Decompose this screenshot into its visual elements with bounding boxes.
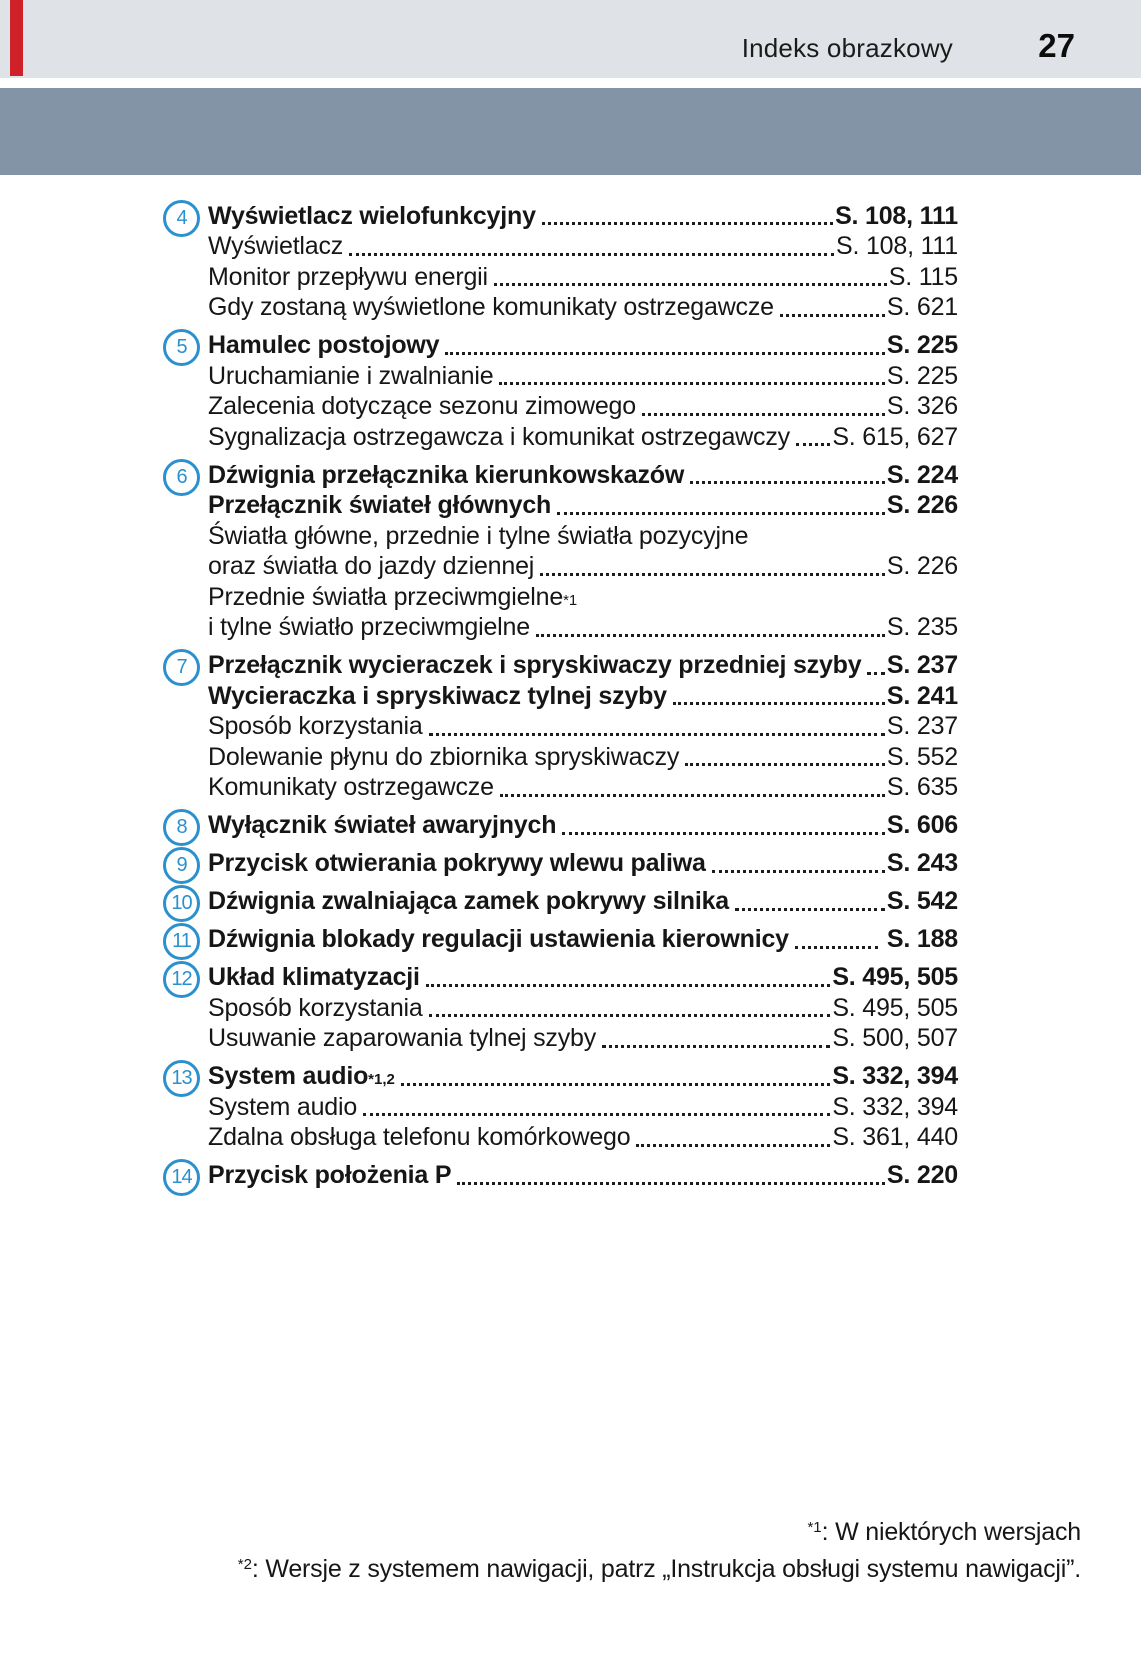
entry-number-badge: 8 xyxy=(163,809,200,846)
index-entry xyxy=(163,1024,958,1055)
index-entry xyxy=(163,963,958,994)
dot-leader xyxy=(795,946,878,949)
entry-label: Przełącznik wycieraczek i spryskiwaczy przedniej szyby xyxy=(208,651,862,679)
entry-number-badge: 11 xyxy=(163,923,200,960)
entry-footnote-marker: *1 xyxy=(563,591,578,609)
dot-leader xyxy=(536,634,885,637)
header-band xyxy=(0,0,1141,78)
index-entry xyxy=(163,1123,958,1154)
entry-label: Przednie światła przeciwmgielne xyxy=(208,582,564,611)
page-reference: S. 635 xyxy=(886,773,958,801)
footnote-2 xyxy=(238,1549,1081,1586)
entry-label: Sposób korzystania xyxy=(208,712,423,740)
dot-leader xyxy=(445,352,885,355)
index-entry xyxy=(163,263,958,294)
dot-leader xyxy=(673,702,885,705)
page-number: 27 xyxy=(1038,27,1075,64)
index-entry xyxy=(163,293,958,324)
page-reference: S. 606 xyxy=(886,811,958,839)
dot-leader xyxy=(542,222,833,225)
dot-leader xyxy=(401,1083,830,1086)
entry-label: Dźwignia blokady regulacji ustawienia kierownicy xyxy=(208,925,789,953)
page-reference: S. 108, 111 xyxy=(836,232,958,260)
page-reference: S. 235 xyxy=(886,613,958,641)
dot-leader xyxy=(690,481,885,484)
page-reference: S. 225 xyxy=(886,361,958,390)
entry-label: Wyświetlacz wielofunkcyjny xyxy=(208,201,536,230)
page-reference: S. 115 xyxy=(888,262,958,291)
dot-leader xyxy=(363,1113,830,1116)
dot-leader xyxy=(499,382,885,385)
entry-label: Komunikaty ostrzegawcze xyxy=(208,773,494,801)
page-reference: S. 332, 394 xyxy=(832,1092,958,1121)
index-entry xyxy=(163,331,958,362)
entry-label: i tylne światło przeciwmgielne xyxy=(208,613,530,641)
dot-leader xyxy=(636,1144,830,1147)
section-color-band xyxy=(0,88,1141,175)
pictorial-index-list xyxy=(163,194,958,1192)
dot-leader xyxy=(780,314,885,317)
page-reference: S. 615, 627 xyxy=(832,422,958,451)
index-entry xyxy=(163,461,958,492)
entry-number-badge: 13 xyxy=(163,1060,200,1097)
index-entry xyxy=(163,552,958,583)
dot-leader xyxy=(426,984,831,987)
index-entry xyxy=(163,773,958,804)
page-reference: S. 188 xyxy=(880,925,958,953)
page-reference: S. 226 xyxy=(886,552,958,580)
footnote-1-text: : W niektórych wersjach xyxy=(821,1518,1081,1546)
entry-number-badge: 12 xyxy=(163,961,200,998)
index-entry xyxy=(163,583,958,614)
entry-label: Monitor przepływu energii xyxy=(208,262,488,291)
footnote-1-marker: *1 xyxy=(807,1519,822,1536)
dot-leader xyxy=(867,672,884,675)
dot-leader xyxy=(540,573,885,576)
page-reference: S. 552 xyxy=(886,742,958,771)
footnote-2-text: : Wersje z systemem nawigacji, patrz „Instrukcja obsługi systemu nawigacji”. xyxy=(251,1554,1081,1583)
index-entry xyxy=(163,743,958,774)
entry-label: oraz światła do jazdy dziennej xyxy=(208,552,535,580)
dot-leader xyxy=(796,443,830,446)
index-entry xyxy=(163,613,958,644)
index-entry xyxy=(163,1093,958,1124)
page-reference: S. 224 xyxy=(886,460,958,489)
page-reference: S. 495, 505 xyxy=(832,963,958,991)
entry-label: Usuwanie zaparowania tylnej szyby xyxy=(208,1024,597,1052)
entry-label: Przycisk otwierania pokrywy wlewu paliwa xyxy=(208,849,706,877)
page-reference: S. 226 xyxy=(886,491,958,519)
entry-label: Zalecenia dotyczące sezonu zimowego xyxy=(208,392,636,420)
page-header-title: Indeks obrazkowy xyxy=(741,33,953,63)
entry-number-badge: 4 xyxy=(163,200,200,237)
dot-leader xyxy=(685,763,885,766)
index-entry xyxy=(163,522,958,553)
index-entry xyxy=(163,925,958,956)
footnotes xyxy=(238,1512,1081,1585)
entry-label: Sygnalizacja ostrzegawcza i komunikat ostrzegawczy xyxy=(208,422,790,451)
footnote-1 xyxy=(238,1512,1081,1549)
footnote-2-marker: *2 xyxy=(237,1555,252,1573)
dot-leader xyxy=(429,1014,831,1017)
page-reference: S. 243 xyxy=(886,849,958,877)
dot-leader xyxy=(735,908,885,911)
page-reference: S. 542 xyxy=(886,887,958,915)
dot-leader xyxy=(602,1045,830,1048)
page-reference: S. 495, 505 xyxy=(832,993,958,1022)
dot-leader xyxy=(457,1182,885,1185)
page-reference: S. 225 xyxy=(886,331,958,359)
entry-label: Wyświetlacz xyxy=(208,232,344,260)
entry-label: Przełącznik świateł głównych xyxy=(208,491,552,519)
dot-leader xyxy=(712,870,885,873)
entry-label: Dźwignia przełącznika kierunkowskazów xyxy=(208,460,685,489)
index-entry xyxy=(163,887,958,918)
entry-label: System audio xyxy=(208,1092,358,1121)
entry-number-badge: 7 xyxy=(163,649,200,686)
index-entry xyxy=(163,202,958,233)
entry-number-badge: 9 xyxy=(163,847,200,884)
entry-label: Światła główne, przednie i tylne światła pozycyjne xyxy=(208,521,749,550)
dot-leader xyxy=(494,283,887,286)
index-entry xyxy=(163,392,958,423)
index-entry xyxy=(163,491,958,522)
index-entry xyxy=(163,423,958,454)
entry-label: System audio xyxy=(208,1062,369,1090)
index-entry xyxy=(163,1161,958,1192)
entry-label: Sposób korzystania xyxy=(208,993,423,1022)
index-entry xyxy=(163,1062,958,1093)
dot-leader xyxy=(500,794,885,797)
entry-number-badge: 14 xyxy=(163,1159,200,1196)
red-edge-tab xyxy=(10,0,23,76)
entry-number-badge: 6 xyxy=(163,459,200,496)
page-reference: S. 361, 440 xyxy=(832,1123,958,1151)
dot-leader xyxy=(642,413,885,416)
page-reference: S. 237 xyxy=(886,712,958,740)
entry-label: Hamulec postojowy xyxy=(208,331,440,359)
page-reference: S. 220 xyxy=(886,1161,958,1189)
dot-leader xyxy=(562,832,885,835)
index-entry xyxy=(163,232,958,263)
entry-label: Dolewanie płynu do zbiornika spryskiwaczy xyxy=(208,742,680,771)
entry-label: Zdalna obsługa telefonu komórkowego xyxy=(208,1123,631,1151)
index-entry xyxy=(163,651,958,682)
entry-label: Dźwignia zwalniająca zamek pokrywy silnika xyxy=(208,887,729,915)
dot-leader xyxy=(349,253,834,256)
index-entry xyxy=(163,849,958,880)
dot-leader xyxy=(429,733,885,736)
entry-footnote-marker: *1,2 xyxy=(368,1071,395,1088)
page-reference: S. 241 xyxy=(886,681,958,710)
index-entry xyxy=(163,811,958,842)
index-entry xyxy=(163,682,958,713)
entry-label: Uruchamianie i zwalnianie xyxy=(208,361,494,390)
page-reference: S. 621 xyxy=(886,293,958,321)
page-reference: S. 237 xyxy=(886,651,958,679)
page-reference: S. 332, 394 xyxy=(832,1062,958,1090)
entry-number-badge: 10 xyxy=(163,885,200,922)
index-entry xyxy=(163,712,958,743)
dot-leader xyxy=(557,512,885,515)
entry-label: Wycieraczka i spryskiwacz tylnej szyby xyxy=(208,681,667,710)
page-reference: S. 500, 507 xyxy=(832,1024,958,1052)
entry-label: Przycisk położenia P xyxy=(208,1161,452,1189)
page-reference: S. 326 xyxy=(886,392,958,420)
entry-label: Układ klimatyzacji xyxy=(208,963,420,991)
entry-number-badge: 5 xyxy=(163,329,200,366)
index-entry xyxy=(163,994,958,1025)
index-entry xyxy=(163,362,958,393)
entry-label: Gdy zostaną wyświetlone komunikaty ostrzegawcze xyxy=(208,293,774,321)
page-reference: S. 108, 111 xyxy=(835,201,958,230)
entry-label: Wyłącznik świateł awaryjnych xyxy=(208,811,557,839)
